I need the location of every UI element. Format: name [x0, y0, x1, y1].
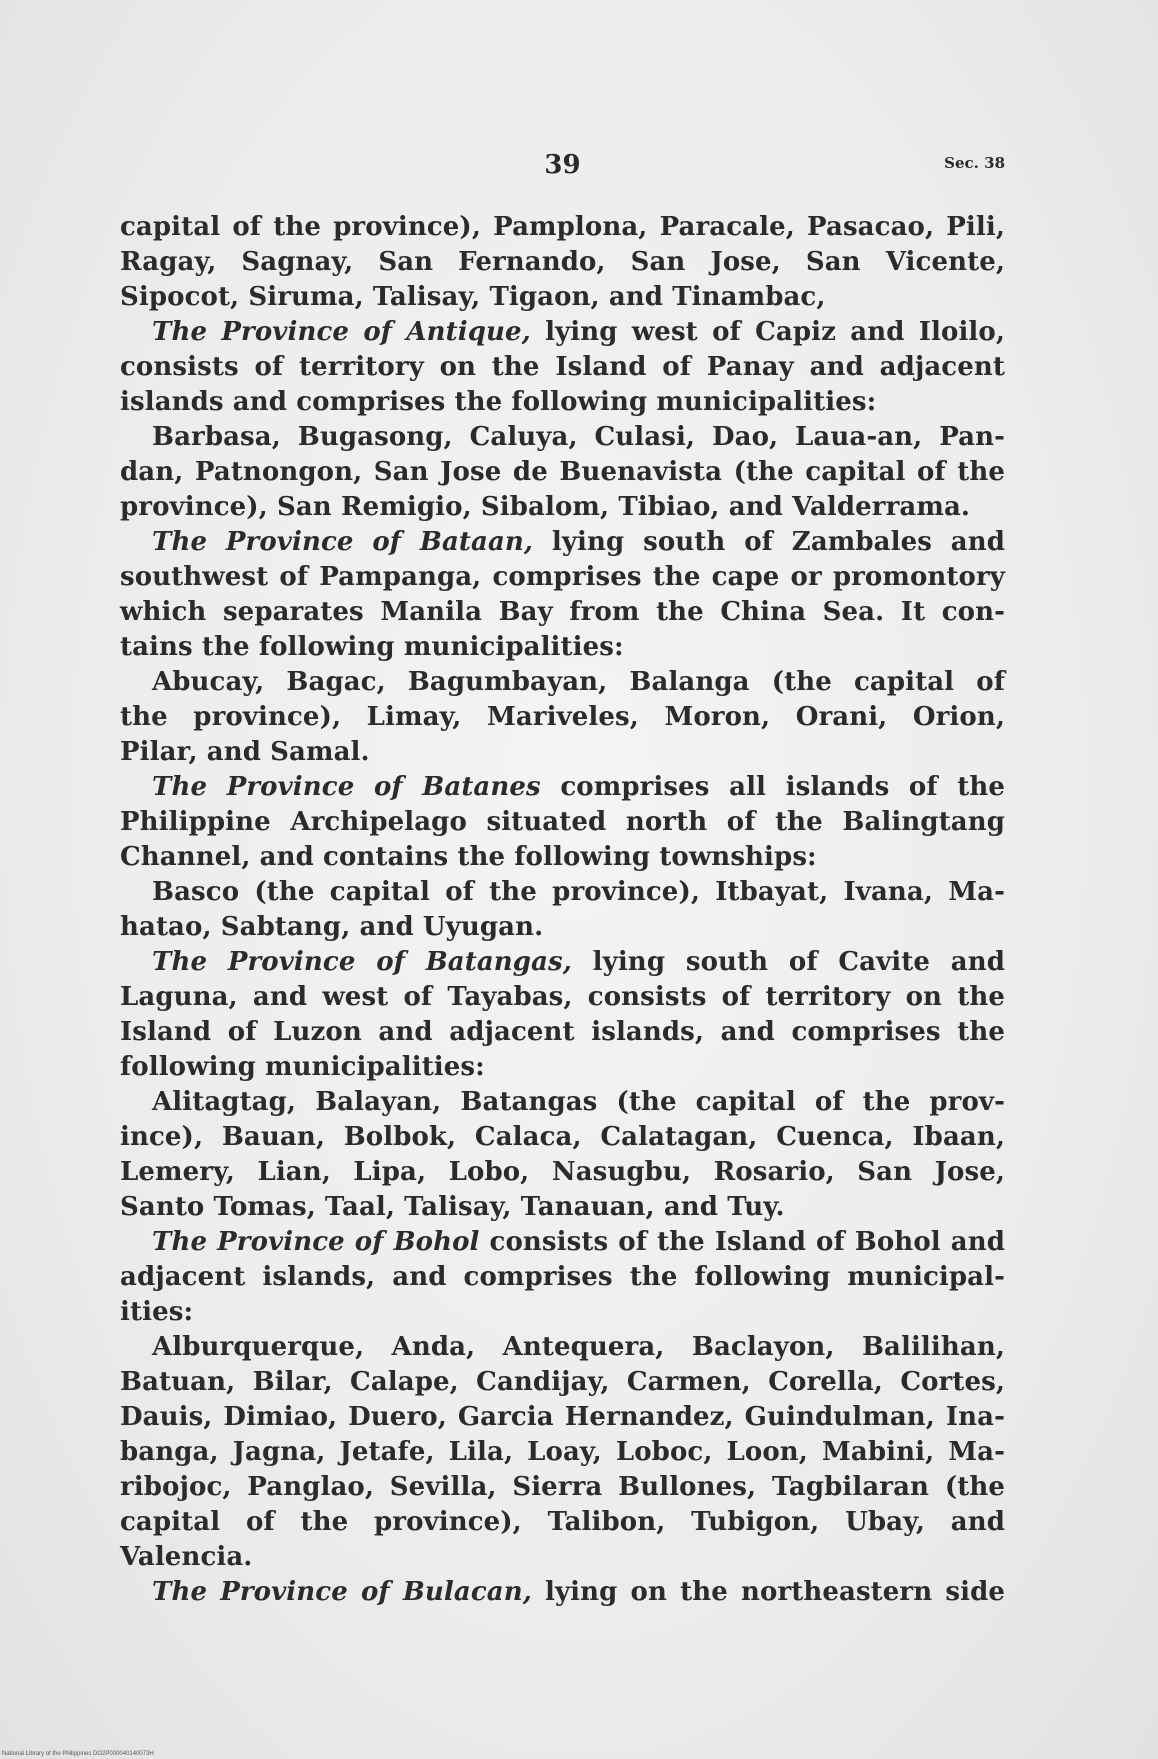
- line-text: the province), Limay, Mariveles, Moron, Orani, Orion,: [120, 702, 1005, 732]
- text-line: [120, 945, 1005, 980]
- line-text: consists of territory on the Island of Panay and adjacent: [120, 352, 1005, 382]
- line-text: hatao, Sabtang, and Uyugan.: [120, 912, 544, 942]
- line-text: lying south of Zambales and: [533, 527, 1005, 557]
- text-line: [120, 1120, 1005, 1155]
- line-text: Abucay, Bagac, Bagumbayan, Balanga (the capital of: [152, 667, 1005, 697]
- province-name: The Province of Bataan,: [152, 527, 534, 557]
- line-text: lying west of Capiz and Iloilo,: [530, 317, 1006, 347]
- page-header: [120, 150, 1005, 190]
- line-text: following municipalities:: [120, 1052, 485, 1082]
- text-line: [120, 1295, 1005, 1330]
- scan-credit: National Library of the Philippines DO2P000040140073H: [2, 1751, 154, 1757]
- line-text: Lemery, Lian, Lipa, Lobo, Nasugbu, Rosario, San Jose,: [120, 1157, 1005, 1187]
- line-text: Channel, and contains the following townships:: [120, 842, 817, 872]
- text-line: [120, 630, 1005, 665]
- text-line: [120, 735, 1005, 770]
- province-name: The Province of Antique,: [152, 317, 531, 347]
- text-line: [120, 385, 1005, 420]
- line-text: Pilar, and Samal.: [120, 737, 370, 767]
- line-text: ribojoc, Panglao, Sevilla, Sierra Bullones, Tagbilaran (the: [120, 1472, 1005, 1502]
- text-line: [120, 1050, 1005, 1085]
- text-line: [120, 245, 1005, 280]
- text-line: [120, 1365, 1005, 1400]
- line-text: comprises all islands of the: [540, 772, 1005, 802]
- text-line: [120, 1435, 1005, 1470]
- text-line: [120, 1575, 1005, 1610]
- text-line: [120, 1330, 1005, 1365]
- line-text: ities:: [120, 1297, 194, 1327]
- line-text: Laguna, and west of Tayabas, consists of territory on the: [120, 982, 1005, 1012]
- text-line: [120, 1225, 1005, 1260]
- text-line: [120, 805, 1005, 840]
- province-name: The Province of Batangas,: [152, 947, 572, 977]
- text-line: [120, 980, 1005, 1015]
- section-reference: Sec. 38: [944, 154, 1005, 172]
- line-text: adjacent islands, and comprises the following municipal-: [120, 1262, 1005, 1292]
- line-text: Alitagtag, Balayan, Batangas (the capital of the prov-: [152, 1087, 1005, 1117]
- text-line: [120, 315, 1005, 350]
- line-text: Santo Tomas, Taal, Talisay, Tanauan, and Tuy.: [120, 1192, 785, 1222]
- line-text: Philippine Archipelago situated north of the Balingtang: [120, 807, 1005, 837]
- province-name: The Province of Bohol: [152, 1227, 480, 1257]
- text-line: [120, 700, 1005, 735]
- text-line: [120, 1400, 1005, 1435]
- text-line: [120, 1470, 1005, 1505]
- line-text: Valencia.: [120, 1542, 253, 1572]
- text-line: [120, 1155, 1005, 1190]
- line-text: islands and comprises the following municipalities:: [120, 387, 877, 417]
- text-line: [120, 665, 1005, 700]
- line-text: province), San Remigio, Sibalom, Tibiao, and Valderrama.: [120, 492, 971, 522]
- province-name: The Province of Batanes: [152, 772, 541, 802]
- text-line: [120, 525, 1005, 560]
- body-text: [120, 210, 1005, 1610]
- text-line: [120, 840, 1005, 875]
- text-line: [120, 560, 1005, 595]
- line-text: southwest of Pampanga, comprises the cape or promontory: [120, 562, 1005, 592]
- line-text: Alburquerque, Anda, Antequera, Baclayon, Balilihan,: [152, 1332, 1005, 1362]
- line-text: consists of the Island of Bohol and: [479, 1227, 1005, 1257]
- text-line: [120, 1085, 1005, 1120]
- line-text: which separates Manila Bay from the China Sea. It con-: [120, 597, 1005, 627]
- text-line: [120, 1260, 1005, 1295]
- text-line: [120, 350, 1005, 385]
- line-text: ince), Bauan, Bolbok, Calaca, Calatagan, Cuenca, Ibaan,: [120, 1122, 1005, 1152]
- text-line: [120, 420, 1005, 455]
- line-text: Ragay, Sagnay, San Fernando, San Jose, San Vicente,: [120, 247, 1005, 277]
- text-line: [120, 770, 1005, 805]
- page-number: 39: [544, 150, 581, 180]
- line-text: capital of the province), Pamplona, Paracale, Pasacao, Pili,: [120, 212, 1005, 242]
- line-text: Barbasa, Bugasong, Caluya, Culasi, Dao, Laua-an, Pan-: [152, 422, 1005, 452]
- text-line: [120, 1015, 1005, 1050]
- line-text: Dauis, Dimiao, Duero, Garcia Hernandez, Guindulman, Ina-: [120, 1402, 1005, 1432]
- text-line: [120, 875, 1005, 910]
- text-line: [120, 490, 1005, 525]
- text-line: [120, 910, 1005, 945]
- line-text: Island of Luzon and adjacent islands, and comprises the: [120, 1017, 1005, 1047]
- line-text: Basco (the capital of the province), Itbayat, Ivana, Ma-: [152, 877, 1005, 907]
- text-line: [120, 210, 1005, 245]
- line-text: dan, Patnongon, San Jose de Buenavista (the capital of the: [120, 457, 1005, 487]
- line-text: Sipocot, Siruma, Talisay, Tigaon, and Tinambac,: [120, 282, 826, 312]
- text-line: [120, 1505, 1005, 1540]
- text-line: [120, 455, 1005, 490]
- line-text: capital of the province), Talibon, Tubigon, Ubay, and: [120, 1507, 1005, 1537]
- province-name: The Province of Bulacan,: [152, 1577, 532, 1607]
- line-text: tains the following municipalities:: [120, 632, 624, 662]
- text-line: [120, 1190, 1005, 1225]
- line-text: banga, Jagna, Jetafe, Lila, Loay, Loboc, Loon, Mabini, Ma-: [120, 1437, 1005, 1467]
- text-line: [120, 280, 1005, 315]
- line-text: Batuan, Bilar, Calape, Candijay, Carmen, Corella, Cortes,: [120, 1367, 1005, 1397]
- line-text: lying on the northeastern side: [531, 1577, 1005, 1607]
- text-line: [120, 1540, 1005, 1575]
- text-line: [120, 595, 1005, 630]
- line-text: lying south of Cavite and: [571, 947, 1005, 977]
